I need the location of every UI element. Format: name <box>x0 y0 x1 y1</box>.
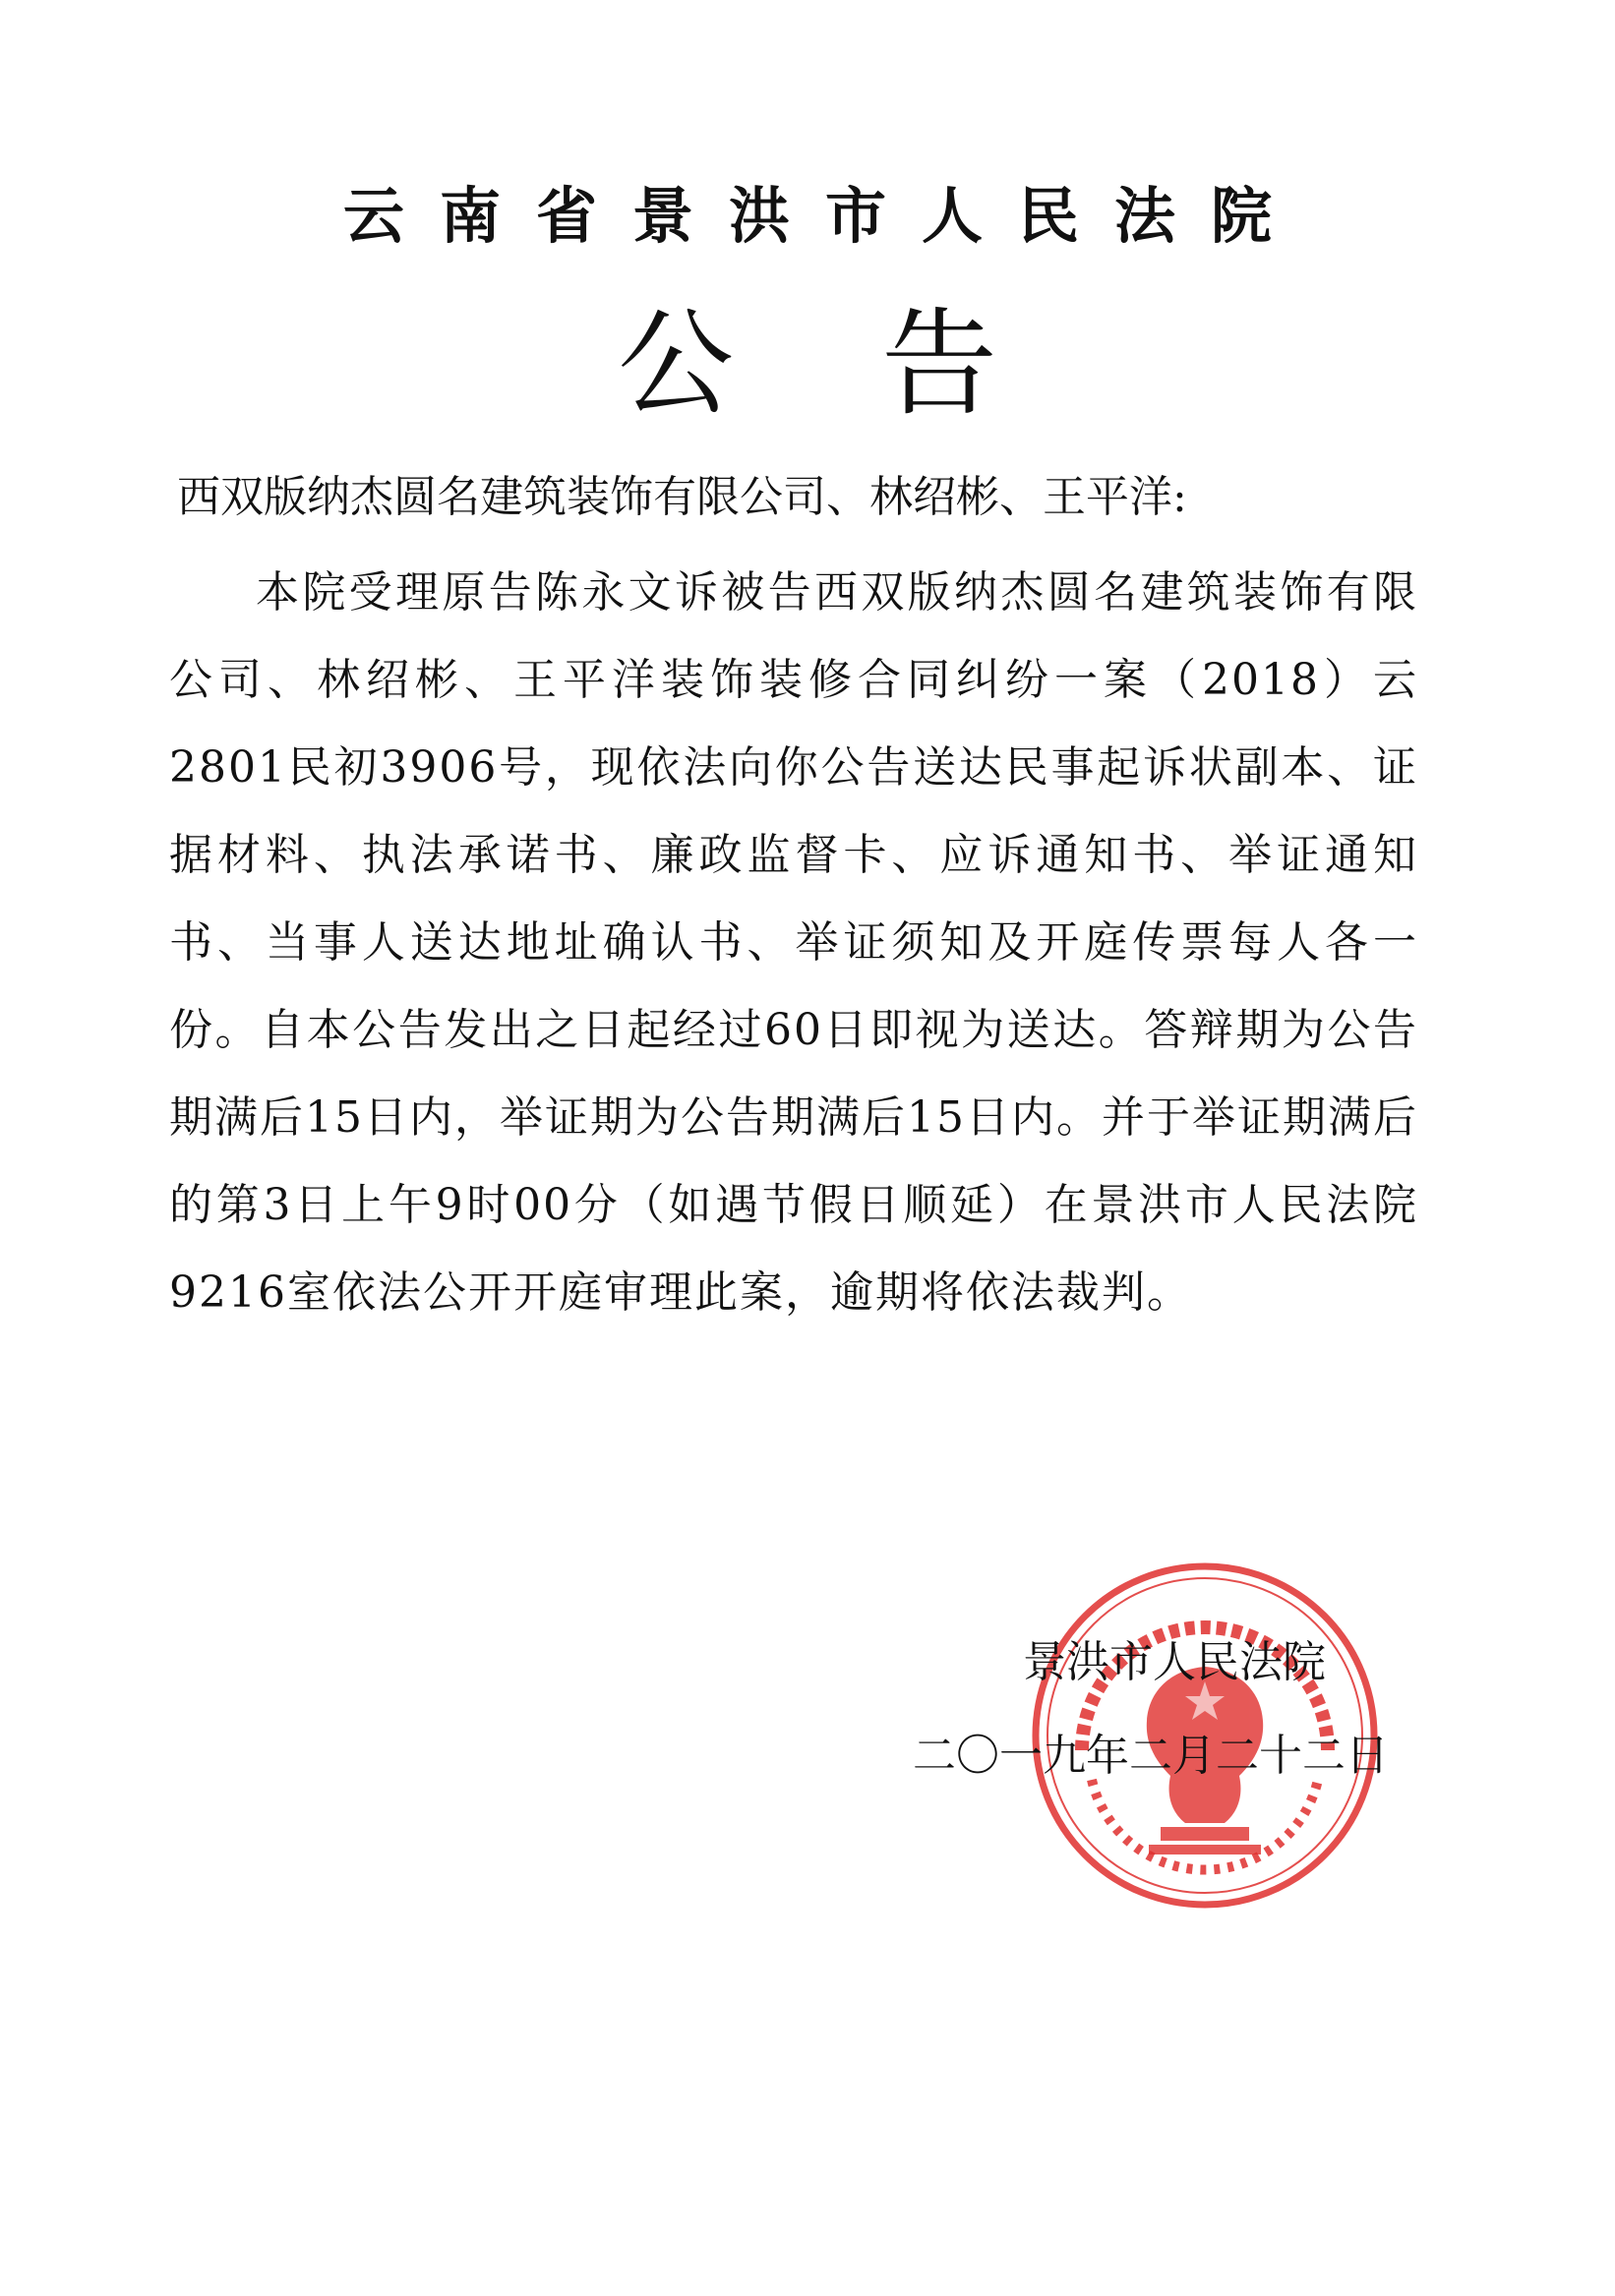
signature-date: 二〇一九年二月二十二日 <box>913 1731 1389 1781</box>
court-name-heading: 云南省景洪市人民法院 <box>342 180 1307 252</box>
addressee-line: 西双版纳杰圆名建筑装饰有限公司、林绍彬、王平洋: <box>177 472 1187 522</box>
notice-body: 本院受理原告陈永文诉被告西双版纳杰圆名建筑装饰有限公司、林绍彬、王平洋装饰装修合同纠纷一案（2018）云2801民初3906号，现依法向你公告送达民事起诉状副本、证据材料、执法承诺书、廉政监督卡、应诉通知书、举证通知书、当事人送达地址确认书、举证须知及开庭传票每人各一份。自本公告发出之日起经过60日即视为送达。答辩期为公告期满后15日内，举证期为公告期满后15日内。并于举证期满后的第3日上午9时00分（如遇节假日顺延）在景洪市人民法院9216室依法公开开庭审理此案，逾期将依法裁判。 <box>169 567 1418 1318</box>
document-title: 公告 <box>617 296 1145 432</box>
signature-court-name: 景洪市人民法院 <box>1023 1637 1326 1687</box>
